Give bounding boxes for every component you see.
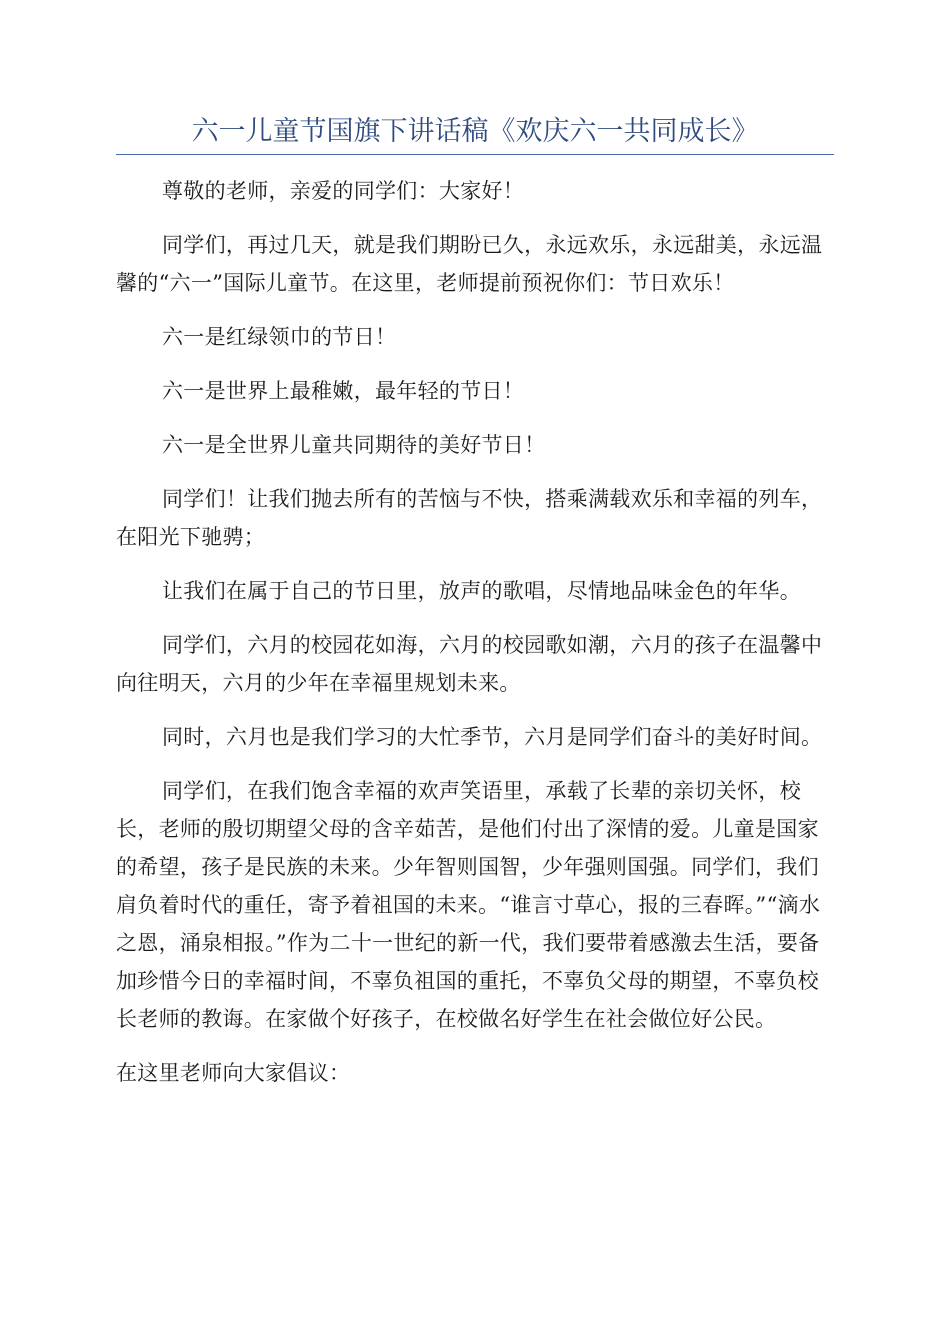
paragraph: 六一是世界上最稚嫩，最年轻的节日！ [162, 379, 525, 403]
paragraph: 同时，六月也是我们学习的大忙季节，六月是同学们奋斗的美好时间。 [162, 725, 823, 749]
paragraph-greeting: 尊敬的老师，亲爱的同学们：大家好！ [162, 179, 525, 203]
document-body [116, 172, 834, 1108]
paragraph: 同学们，再过几天，就是我们期盼已久，永远欢乐，永远甜美，永远温馨的“六一”国际儿童节。在这里，老师提前预祝你们：节日欢乐！ [116, 233, 823, 295]
paragraph: 六一是全世界儿童共同期待的美好节日！ [162, 433, 546, 457]
title-underline [116, 154, 834, 155]
document-title: 六一儿童节国旗下讲话稿《欢庆六一共同成长》 [191, 116, 759, 147]
paragraph: 同学们，在我们饱含幸福的欢声笑语里，承载了长辈的亲切关怀，校长，老师的殷切期望父母的含辛茹苦，是他们付出了深情的爱。儿童是国家的希望，孩子是民族的未来。少年智则国智，少年强则国强。同学们，我们肩负着时代的重任，寄予着祖国的未来。“谁言寸草心，报的三春晖。”“滴水之恩，涌泉相报。”作为二十一世纪的新一代，我们要带着感激去生活，要备加珍惜今日的幸福时间，不辜负祖国的重托，不辜负父母的期望，不辜负校长老师的教诲。在家做个好孩子，在校做名好学生在社会做位好公民。 [116, 779, 821, 1031]
paragraph-proposal-intro: 在这里老师向大家倡议： [116, 1061, 351, 1085]
paragraph: 同学们，六月的校园花如海，六月的校园歌如潮，六月的孩子在温馨中向往明天，六月的少年在幸福里规划未来。 [116, 633, 823, 695]
paragraph: 让我们在属于自己的节日里，放声的歌唱，尽情地品味金色的年华。 [162, 579, 801, 603]
paragraph: 同学们！让我们抛去所有的苦恼与不快，搭乘满载欢乐和幸福的列车，在阳光下驰骋； [116, 487, 823, 549]
paragraph: 六一是红绿领巾的节日！ [162, 325, 397, 349]
